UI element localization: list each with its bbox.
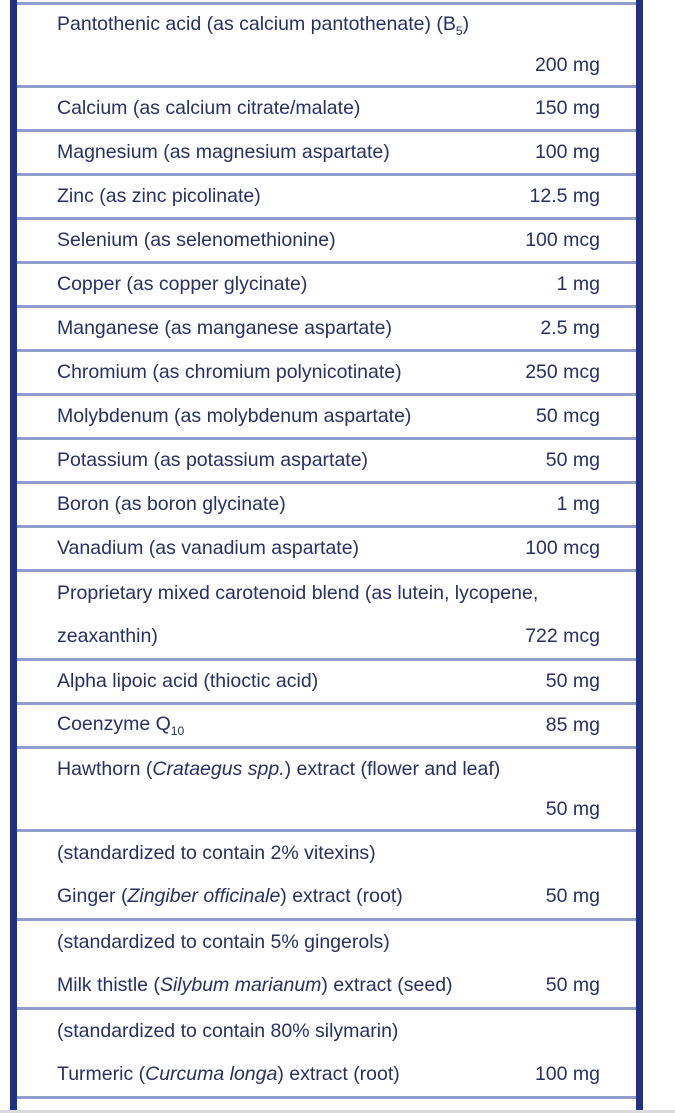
ingredient-name: Coenzyme $Q_{10}$ — [57, 713, 185, 738]
ingredient-name: Pantothenic acid (as calcium pantothenate) $(B_5)$ — [57, 12, 470, 38]
table-line — [57, 749, 600, 789]
table-row-alpha-lipoic-acid — [17, 661, 636, 705]
table-line — [57, 572, 600, 615]
table-line — [57, 484, 600, 525]
table-line — [57, 264, 600, 305]
ingredient-name: Potassium (as potassium aspartate) — [57, 449, 369, 471]
ingredient-name: Selenium (as selenomethionine) — [57, 229, 336, 251]
ingredient-amount: 100 mcg — [525, 537, 600, 559]
table-line — [57, 88, 600, 129]
ingredient-name: Zinc (as zinc picolinate) — [57, 185, 261, 207]
ingredient-name: Manganese (as manganese aspartate) — [57, 317, 392, 339]
table-line — [57, 789, 600, 829]
ingredient-name: Calcium (as calcium citrate/malate) — [57, 97, 361, 119]
table-row-calcium — [17, 88, 636, 132]
table-line — [57, 440, 600, 481]
ingredient-amount: 50 mg — [545, 974, 600, 996]
table-row-coenzyme-q10 — [17, 705, 636, 749]
supplement-facts-table — [10, 0, 643, 1113]
table-line — [57, 705, 600, 746]
table-row-carotenoid-blend — [17, 572, 636, 661]
ingredient-name: Milk thistle (Silybum marianum) extract (seed) — [57, 974, 453, 996]
ingredient-name: (standardized to contain 80% silymarin) — [57, 1020, 399, 1042]
table-line — [57, 964, 600, 1007]
ingredient-name: Boron (as boron glycinate) — [57, 493, 286, 515]
table-row-vanadium — [17, 528, 636, 572]
ingredient-amount: 50 mg — [545, 797, 600, 820]
ingredient-name: Turmeric (Curcuma longa) extract (root) — [57, 1063, 400, 1085]
table-row-ginger — [17, 832, 636, 921]
ingredient-amount: 1 mg — [556, 273, 600, 295]
table-line — [57, 5, 600, 45]
table-row-molybdenum — [17, 396, 636, 440]
ingredient-name: Vanadium (as vanadium aspartate) — [57, 537, 360, 559]
ingredient-name: Chromium (as chromium polynicotinate) — [57, 361, 402, 383]
table-line — [57, 45, 600, 85]
ingredient-amount: 2.5 mg — [540, 317, 600, 339]
ingredient-name: Proprietary mixed carotenoid blend (as lutein, lycopene, — [57, 582, 539, 604]
ingredient-amount: 200 mg — [534, 53, 600, 76]
table-line — [57, 220, 600, 261]
ingredient-name: Hawthorn (Crataegus spp.) extract (flower and leaf) — [57, 757, 501, 780]
table-line — [57, 921, 600, 964]
table-row-boron — [17, 484, 636, 528]
table-line — [57, 875, 600, 918]
ingredient-amount: 250 mcg — [525, 361, 600, 383]
ingredient-name: Alpha lipoic acid (thioctic acid) — [57, 670, 319, 692]
table-row-zinc — [17, 176, 636, 220]
ingredient-amount: 1 mg — [556, 493, 600, 515]
table-line — [57, 661, 600, 702]
table-row-turmeric — [17, 1010, 636, 1099]
ingredient-name: zeaxanthin) — [57, 625, 158, 647]
table-line — [57, 832, 600, 875]
table-line — [57, 308, 600, 349]
table-row-manganese — [17, 308, 636, 352]
ingredient-amount: 722 mcg — [525, 625, 600, 647]
ingredient-amount: 12.5 mg — [529, 185, 600, 207]
ingredient-amount: 100 mg — [534, 141, 600, 163]
ingredient-amount: 50 mg — [545, 449, 600, 471]
table-row-magnesium — [17, 132, 636, 176]
ingredient-amount: 50 mg — [545, 670, 600, 692]
ingredient-amount: 50 mg — [545, 885, 600, 907]
table-line — [57, 1010, 600, 1053]
table-row-milk-thistle — [17, 921, 636, 1010]
table-line — [57, 132, 600, 173]
table-line — [57, 528, 600, 569]
ingredient-amount: 100 mcg — [525, 229, 600, 251]
ingredient-name: Copper (as copper glycinate) — [57, 273, 308, 295]
table-line — [57, 176, 600, 217]
table-row-hawthorn — [17, 749, 636, 832]
ingredient-name: (standardized to contain 5% gingerols) — [57, 931, 390, 953]
table-line — [57, 396, 600, 437]
table-row-pantothenic-acid — [17, 5, 636, 88]
ingredient-name: (standardized to contain 2% vitexins) — [57, 842, 376, 864]
ingredient-amount: 100 mg — [534, 1063, 600, 1085]
table-line — [57, 615, 600, 658]
table-row-copper — [17, 264, 636, 308]
ingredient-name: Ginger (Zingiber officinale) extract (root) — [57, 885, 403, 907]
ingredient-name: Molybdenum (as molybdenum aspartate) — [57, 405, 412, 427]
ingredient-amount: 85 mg — [545, 714, 600, 736]
table-rows — [17, 2, 636, 1099]
table-row-selenium — [17, 220, 636, 264]
table-row-chromium — [17, 352, 636, 396]
ingredient-name: Magnesium (as magnesium aspartate) — [57, 141, 390, 163]
ingredient-amount: 150 mg — [534, 97, 600, 119]
ingredient-amount: 50 mcg — [536, 405, 600, 427]
table-line — [57, 1053, 600, 1096]
table-row-potassium — [17, 440, 636, 484]
table-line — [57, 352, 600, 393]
